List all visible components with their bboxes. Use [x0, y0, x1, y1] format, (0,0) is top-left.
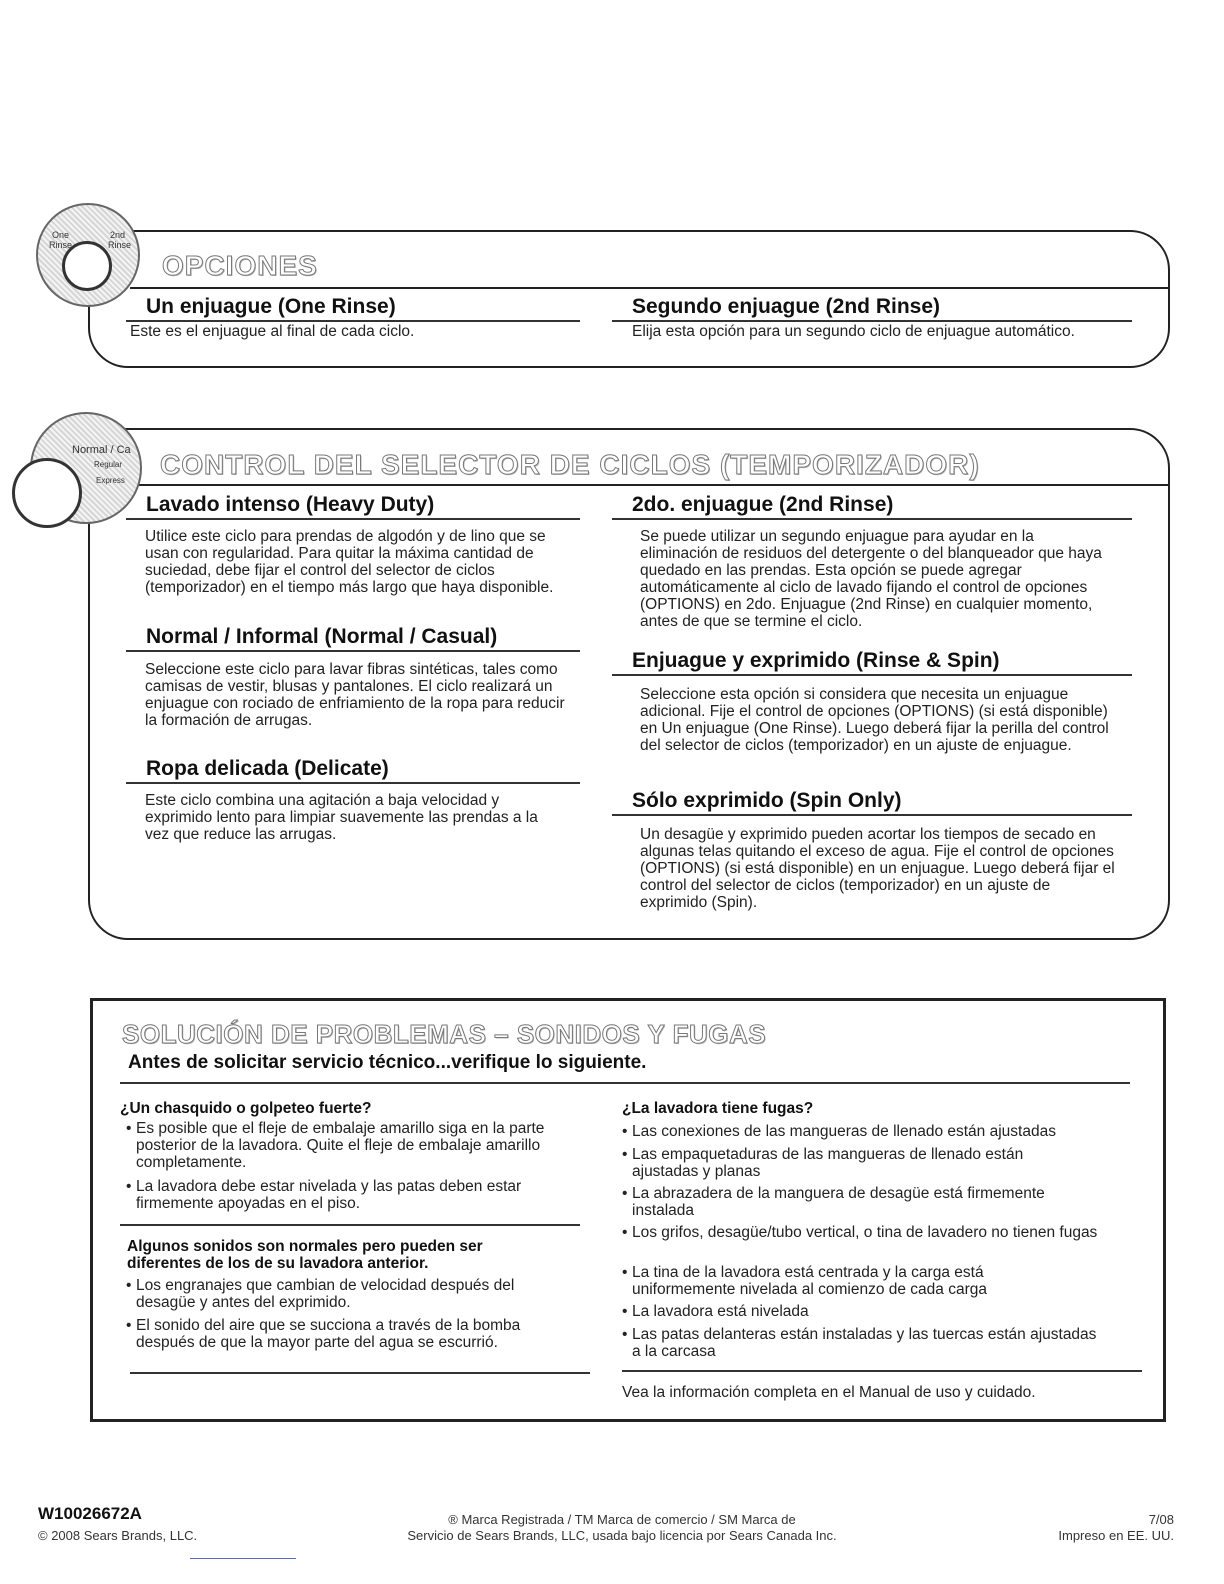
trademark-line-1: ® Marca Registrada / TM Marca de comercio / SM Marca de — [448, 1512, 796, 1527]
list-item: • Los engranajes que cambian de velocidad después del desagüe y antes del exprimido. — [126, 1277, 576, 1311]
dial-label-rinse1: Rinse — [49, 240, 73, 250]
rinse-spin-heading: Enjuague y exprimido (Rinse & Spin) — [612, 648, 1132, 676]
delicate-text: Este ciclo combina una agitación a baja velocidad y exprimido lento para limpiar suavemente las prendas a la vez que reduce las arrugas. — [145, 792, 538, 843]
options-header-rule — [130, 287, 1168, 289]
dial-label-one: One — [52, 230, 70, 240]
troubleshooting-rule — [120, 1082, 1130, 1084]
list-item: • Las patas delanteras están instaladas y las tuercas están ajustadas a la carcasa — [622, 1326, 1102, 1360]
cycle-title: CONTROL DEL SELECTOR DE CICLOS (TEMPORIZADOR) — [160, 449, 980, 480]
rinse-spin-text: Seleccione esta opción si considera que necesita un enjuague adicional. Fije el control de opciones (OPTIONS) (si está disponible) en Un enjuague (One Rinse). Luego deberá fijar la perilla del control del selector de ciclos (temporizador) en un ajuste de enjuague. — [640, 686, 1109, 754]
list-item: • La lavadora está nivelada — [622, 1303, 1102, 1320]
section-rule-right — [622, 1370, 1142, 1372]
footer-underline — [190, 1558, 296, 1559]
heavy-duty-text: Utilice este ciclo para prendas de algodón y de lino que se usan con regularidad. Para quitar la máxima cantidad de suciedad, debe fijar el control del selector de ciclos (temporizador) en el tiempo más largo que haya disponible. — [145, 528, 554, 596]
see-manual-note: Vea la información completa en el Manual de uso y cuidado. — [622, 1384, 1036, 1401]
normal-casual-text: Seleccione este ciclo para lavar fibras sintéticas, tales como camisas de vestir, blusas y pantalones. El ciclo realizará un enjuague con rociado de enfriamiento de la ropa para reducir la formación de arrugas. — [145, 661, 565, 729]
one-rinse-text: Este es el enjuague al final de cada ciclo. — [130, 323, 415, 340]
cycle-knob — [12, 458, 82, 528]
list-item: • Es posible que el fleje de embalaje amarillo siga en la parte posterior de la lavadora. Quite el fleje de embalaje amarillo completamente. — [126, 1120, 576, 1171]
list-item: • Los grifos, desagüe/tubo vertical, o tina de lavadero no tienen fugas — [622, 1224, 1102, 1241]
dial-label-rinse2: Rinse — [108, 240, 132, 250]
options-dial-icon — [36, 203, 140, 307]
normal-sounds-question: Algunos sonidos son normales pero pueden ser diferentes de los de su lavadora anterior. — [127, 1238, 483, 1272]
cycle-header-rule — [130, 484, 1168, 486]
options-title: OPCIONES — [162, 250, 318, 281]
one-rinse-heading: Un enjuague (One Rinse) — [126, 294, 580, 322]
delicate-heading: Ropa delicada (Delicate) — [126, 756, 580, 784]
second-rinse-cycle-heading: 2do. enjuague (2nd Rinse) — [612, 492, 1132, 520]
leak-question: ¿La lavadora tiene fugas? — [622, 1100, 814, 1117]
printed-in: Impreso en EE. UU. — [1058, 1528, 1174, 1543]
list-item: • La abrazadera de la manguera de desagüe está firmemente instalada — [622, 1185, 1102, 1219]
dial-label-regular: Regular — [94, 460, 123, 469]
print-date: 7/08 — [1148, 1512, 1174, 1527]
click-noise-question: ¿Un chasquido o golpeteo fuerte? — [120, 1100, 372, 1117]
list-item: • Las empaquetaduras de las mangueras de llenado están ajustadas y planas — [622, 1146, 1082, 1180]
section-rule-bottom — [130, 1372, 590, 1374]
list-item: • Las conexiones de las mangueras de llenado están ajustadas — [622, 1123, 1112, 1140]
section-rule — [120, 1224, 580, 1226]
dial-label-express: Express — [96, 476, 125, 485]
list-item: • La lavadora debe estar nivelada y las patas deben estar firmemente apoyadas en el piso. — [126, 1178, 576, 1212]
second-rinse-text: Elija esta opción para un segundo ciclo de enjuague automático. — [632, 323, 1075, 340]
dial-label-normal: Normal / Ca — [72, 444, 131, 456]
dial-label-2nd: 2nd — [110, 230, 126, 240]
troubleshooting-subtitle: Antes de solicitar servicio técnico...verifique lo siguiente. — [128, 1052, 647, 1073]
list-item: • La tina de la lavadora está centrada y la carga está uniformemente nivelada al comienzo de cada carga — [622, 1264, 1052, 1298]
heavy-duty-heading: Lavado intenso (Heavy Duty) — [126, 492, 580, 520]
list-item: • El sonido del aire que se succiona a través de la bomba después de que la mayor parte del agua se escurrió. — [126, 1317, 576, 1351]
part-number: W10026672A — [38, 1504, 142, 1523]
troubleshooting-title: SOLUCIÓN DE PROBLEMAS – SONIDOS Y FUGAS — [122, 1019, 767, 1049]
second-rinse-cycle-text: Se puede utilizar un segundo enjuague para ayudar en la eliminación de residuos del detergente o del blanqueador que haya quedado en las prendas. Esta opción se puede agregar automáticamente al ciclo de lavado fijando el control de opciones (OPTIONS) en 2do. Enjuague (2nd Rinse) en cualquier momento, antes de que se termine el ciclo. — [640, 528, 1102, 630]
copyright: © 2008 Sears Brands, LLC. — [38, 1528, 198, 1543]
spin-only-text: Un desagüe y exprimido pueden acortar los tiempos de secado en algunas telas quitando el exceso de agua. Fije el control de opciones (OPTIONS) (si está disponible) en un enjuague. Luego deberá fijar el control del selector de ciclos (temporizador) en un ajuste de exprimido (Spin). — [640, 826, 1115, 911]
trademark-line-2: Servicio de Sears Brands, LLC, usada bajo licencia por Sears Canada Inc. — [407, 1528, 837, 1543]
normal-casual-heading: Normal / Informal (Normal / Casual) — [126, 624, 580, 652]
spin-only-heading: Sólo exprimido (Spin Only) — [612, 788, 1132, 816]
second-rinse-heading: Segundo enjuague (2nd Rinse) — [612, 294, 1132, 322]
